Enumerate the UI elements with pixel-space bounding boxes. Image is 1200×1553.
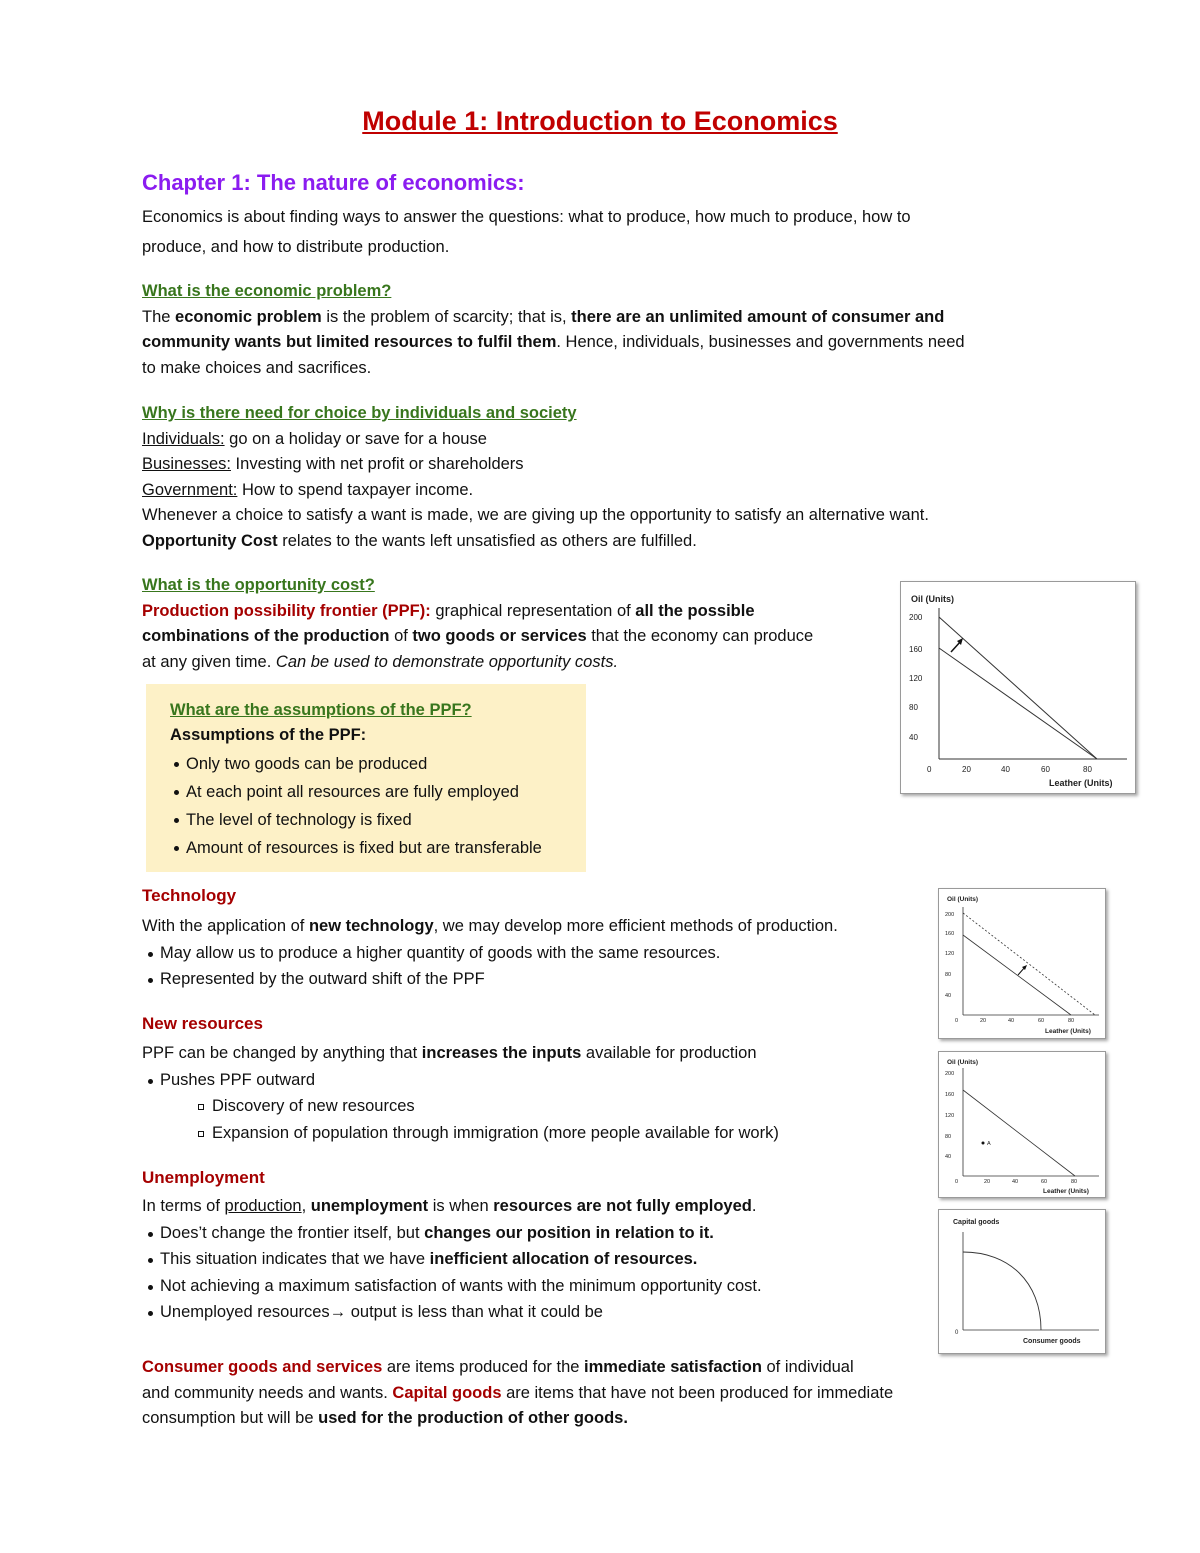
y-tick-label: 160: [945, 931, 955, 937]
new-resources-heading: New resources: [142, 1014, 263, 1033]
chapter-heading: Chapter 1: The nature of economics:: [142, 170, 525, 195]
new-resources-list: [134, 1067, 779, 1094]
assumptions-box: [146, 684, 586, 872]
text: consumption but will be: [142, 1409, 319, 1427]
text: of individual: [761, 1358, 854, 1376]
ppf-chart-1: [901, 582, 1135, 793]
y-tick-label: 120: [945, 1113, 955, 1119]
x-tick-label: 20: [984, 1179, 991, 1185]
bold-text: economic problem: [175, 307, 322, 326]
text: How to spend taxpayer income.: [237, 480, 474, 499]
individuals-label: Individuals:: [142, 429, 225, 448]
italic-text: Can be used to demonstrate opportunity costs.: [275, 652, 619, 671]
y-tick-label: 80: [945, 972, 952, 978]
x-tick-label: 0: [927, 765, 932, 774]
ppf-chart-4: [939, 1210, 1105, 1353]
text: PPF can be changed by anything that: [142, 1044, 422, 1062]
list-item: [134, 1246, 762, 1273]
text: . Hence, individuals, businesses and governments need: [556, 333, 965, 351]
text: In terms of: [142, 1197, 225, 1215]
x-tick-label: 40: [1008, 1018, 1015, 1024]
x-axis-label: Consumer goods: [1023, 1338, 1081, 1345]
capital-goods-label: Capital goods: [392, 1383, 502, 1402]
ppf-line: [963, 1090, 1075, 1176]
underlined-text: production: [224, 1197, 302, 1215]
bold-text: changes our position in relation to it.: [424, 1223, 714, 1242]
text: that the economy can produce: [586, 627, 814, 645]
text: Investing with net profit or shareholders: [230, 455, 524, 473]
text: Whenever a choice to satisfy a want is made, we are giving up the opportunity to satisfy an alternative want.: [142, 506, 929, 524]
bold-text: new technology: [308, 917, 434, 935]
point-marker: [982, 1142, 985, 1145]
ppf-line-original: [963, 935, 1071, 1015]
y-tick-label: 80: [909, 703, 918, 712]
text: of: [389, 627, 413, 645]
list-item: The level of technology is fixed: [160, 806, 542, 834]
x-tick-label: 0: [955, 1179, 959, 1185]
bold-text: two goods or services: [412, 627, 587, 645]
y-axis-label: Oil (Units): [947, 896, 979, 903]
intro-line-2: produce, and how to distribute production.: [142, 237, 450, 256]
x-tick-label: 0: [955, 1018, 959, 1024]
list-item: [134, 1220, 762, 1247]
ppf-curve: [963, 1252, 1041, 1330]
text: go on a holiday or save for a house: [224, 429, 487, 448]
page-title: Module 1: Introduction to Economics: [362, 106, 838, 136]
unemployment-heading: Unemployment: [142, 1168, 265, 1187]
ppf-chart-2: [939, 889, 1105, 1038]
y-axis-label: Oil (Units): [947, 1059, 979, 1066]
y-tick-label: 40: [909, 733, 918, 742]
text: relates to the wants left unsatisfied as others are fulfilled.: [277, 531, 697, 550]
bold-text: Opportunity Cost: [142, 531, 278, 550]
x-axis-label: Leather (Units): [1049, 778, 1113, 788]
technology-list: [134, 940, 838, 993]
text: .: [751, 1197, 757, 1215]
ppf-figure-2: [938, 888, 1106, 1039]
y-tick-label: 40: [945, 993, 952, 999]
text: graphical representation of: [430, 601, 636, 620]
y-tick-label: 120: [909, 674, 923, 683]
list-item: May allow us to produce a higher quantity of goods with the same resources.: [134, 940, 838, 967]
new-resources-sublist: [186, 1093, 779, 1146]
list-item: Represented by the outward shift of the PPF: [134, 966, 838, 993]
text: available for production: [581, 1044, 757, 1062]
goods-section: [142, 1355, 893, 1432]
opportunity-cost-section: [142, 573, 813, 675]
list-item: Pushes PPF outward: [134, 1067, 779, 1094]
x-tick-label: 80: [1083, 765, 1092, 774]
list-item: Unemployed resources→ output is less than what it could be: [134, 1299, 762, 1326]
x-tick-label: 40: [1001, 765, 1010, 774]
assumptions-subheading: Assumptions of the PPF:: [170, 726, 367, 744]
new-resources-section: [142, 1041, 779, 1146]
y-tick-label: 40: [945, 1154, 952, 1160]
bold-text: community wants but limited resources to fulfil them: [142, 333, 557, 351]
x-tick-label: 60: [1041, 1179, 1048, 1185]
ppf-figure-1: [900, 581, 1136, 794]
y-tick-label: 160: [909, 645, 923, 654]
x-tick-label: 60: [1041, 765, 1050, 774]
ppf-line-inner: [939, 648, 1097, 759]
text: This situation indicates that we have: [160, 1250, 430, 1268]
choice-heading: Why is there need for choice by individuals and society: [142, 404, 577, 422]
bold-text: unemployment: [310, 1197, 429, 1215]
list-item: Amount of resources is fixed but are transferable: [160, 834, 542, 862]
ppf-figure-3: [938, 1051, 1106, 1198]
y-tick-label: 80: [945, 1134, 952, 1140]
y-tick-label: 120: [945, 951, 955, 957]
bold-text: resources are not fully employed: [493, 1197, 752, 1215]
text: is the problem of scarcity; that is,: [321, 307, 572, 326]
y-tick-label: 200: [909, 613, 923, 622]
opportunity-cost-heading: What is the opportunity cost?: [142, 576, 375, 594]
economic-problem-heading: What is the economic problem?: [142, 282, 392, 300]
text: Does’t change the frontier itself, but: [160, 1223, 425, 1242]
x-axis-label: Leather (Units): [1043, 1188, 1089, 1195]
x-axis-label: Leather (Units): [1045, 1028, 1091, 1035]
text: The: [142, 307, 176, 326]
assumptions-heading: What are the assumptions of the PPF?: [170, 701, 472, 719]
x-tick-label: 80: [1068, 1018, 1075, 1024]
text: is when: [428, 1197, 494, 1215]
y-tick-label: 200: [945, 1071, 955, 1077]
text: With the application of: [142, 917, 309, 935]
unemployment-list: [134, 1220, 762, 1326]
bold-text: used for the production of other goods.: [318, 1409, 628, 1427]
intro-paragraph: [142, 205, 911, 260]
bold-text: combinations of the production: [142, 627, 390, 645]
y-axis-label: Oil (Units): [911, 594, 954, 604]
text: to make choices and sacrifices.: [142, 358, 372, 377]
technology-heading: Technology: [142, 886, 237, 905]
choice-section: [142, 401, 929, 554]
bold-text: immediate satisfaction: [584, 1358, 762, 1376]
text: ,: [301, 1197, 311, 1215]
point-label: A: [987, 1141, 991, 1147]
x-tick-label: 60: [1038, 1018, 1045, 1024]
list-item: Expansion of population through immigration (more people available for work): [186, 1120, 779, 1147]
list-item: Only two goods can be produced: [160, 750, 542, 778]
text: are items produced for the: [382, 1358, 585, 1376]
unemployment-section: [142, 1194, 762, 1326]
consumer-goods-label: Consumer goods and services: [142, 1358, 383, 1376]
list-item: At each point all resources are fully employed: [160, 778, 542, 806]
origin-label: 0: [955, 1330, 959, 1336]
x-tick-label: 40: [1012, 1179, 1019, 1185]
economic-problem-section: [142, 279, 965, 381]
y-tick-label: 200: [945, 912, 955, 918]
text: are items that have not been produced for immediate: [501, 1383, 894, 1402]
y-tick-label: 160: [945, 1092, 955, 1098]
bold-text: inefficient allocation of resources.: [429, 1250, 698, 1268]
x-tick-label: 80: [1071, 1179, 1078, 1185]
government-label: Government:: [142, 480, 238, 499]
businesses-label: Businesses:: [142, 455, 231, 473]
text: at any given time.: [142, 652, 276, 671]
list-item: Not achieving a maximum satisfaction of wants with the minimum opportunity cost.: [134, 1273, 762, 1300]
text: and community needs and wants.: [142, 1383, 393, 1402]
list-item: Discovery of new resources: [186, 1093, 779, 1120]
text: , we may develop more efficient methods of production.: [433, 917, 838, 935]
ppf-chart-3: [939, 1052, 1105, 1197]
ppf-line-shifted: [963, 913, 1095, 1015]
bold-text: there are an unlimited amount of consumer and: [571, 307, 945, 326]
bold-text: increases the inputs: [421, 1044, 582, 1062]
bold-text: all the possible: [635, 601, 755, 620]
ppf-figure-4: [938, 1209, 1106, 1354]
assumptions-list: [160, 750, 542, 862]
x-tick-label: 20: [962, 765, 971, 774]
y-axis-label: Capital goods: [953, 1219, 1000, 1226]
intro-line-1: Economics is about finding ways to answer the questions: what to produce, how much to produce, how to: [142, 208, 911, 226]
x-tick-label: 20: [980, 1018, 987, 1024]
ppf-label: Production possibility frontier (PPF):: [142, 601, 431, 620]
technology-section: [142, 914, 838, 993]
